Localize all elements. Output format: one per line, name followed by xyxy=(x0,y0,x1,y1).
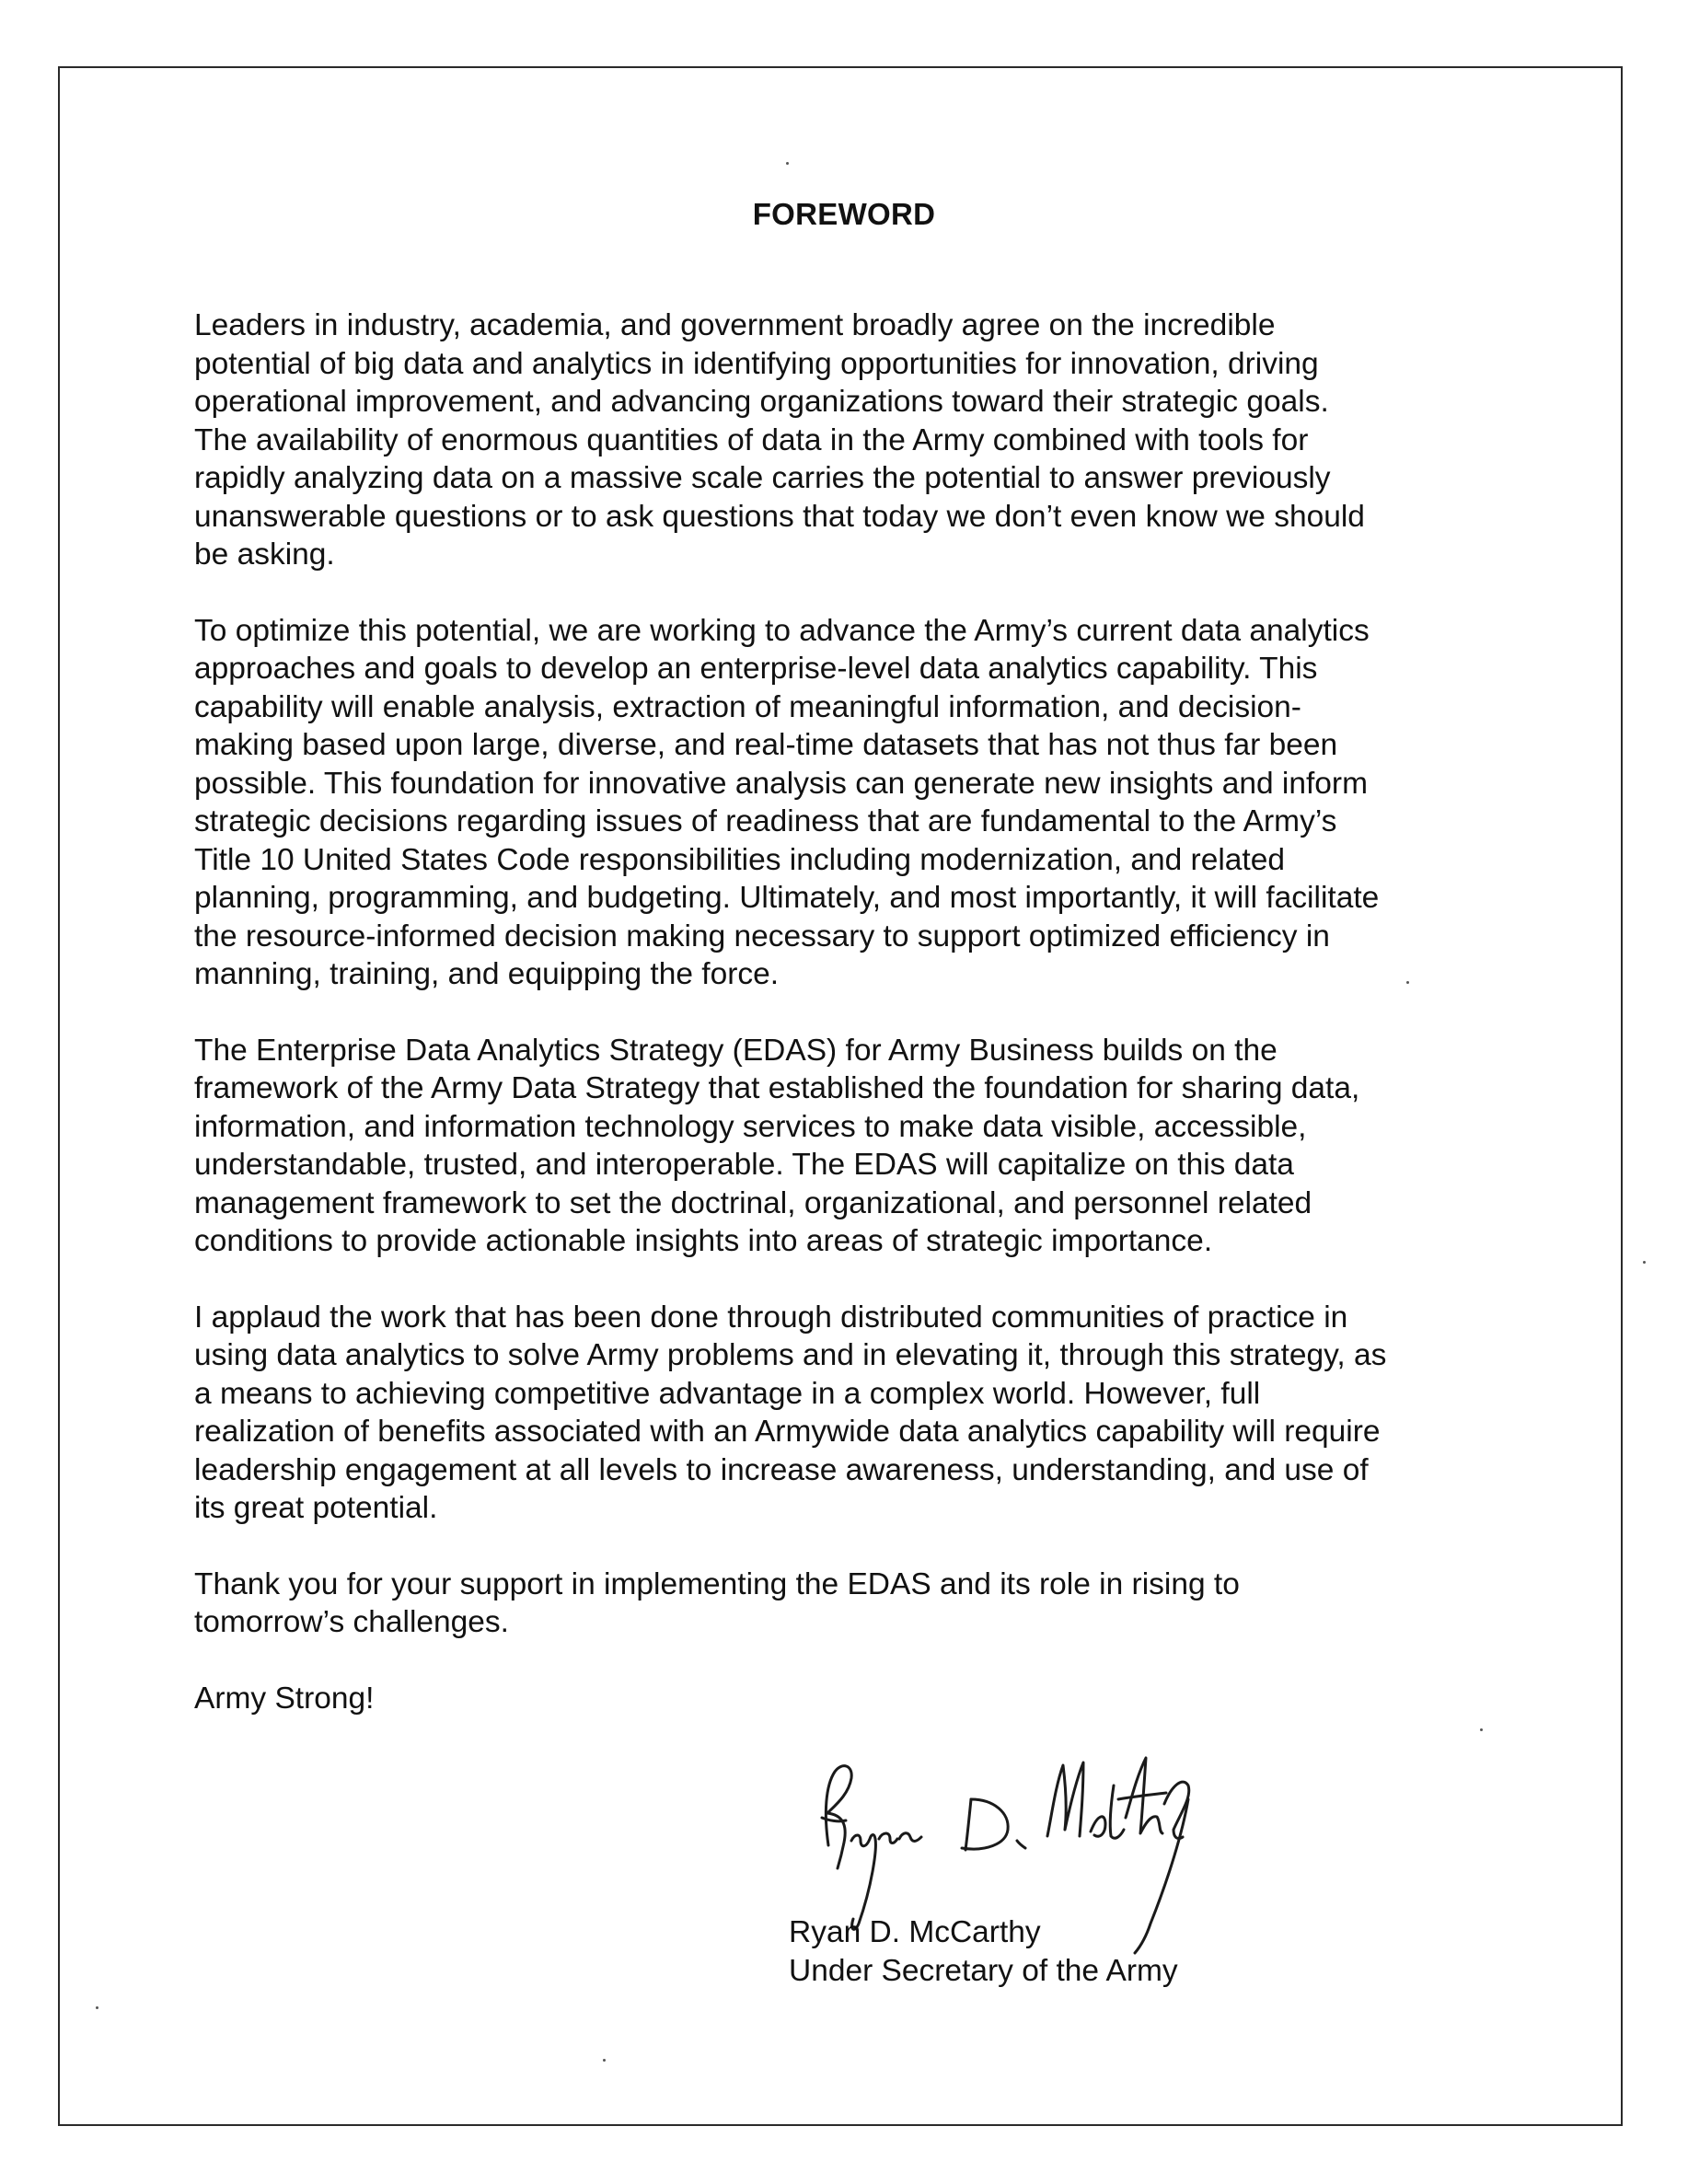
text-line: Thank you for your support in implementing the EDAS and its role in rising to xyxy=(194,1566,1240,1601)
text-line: the resource-informed decision making necessary to support optimized efficiency in xyxy=(194,919,1330,953)
signatory xyxy=(789,1913,1178,1990)
text-line: The availability of enormous quantities of data in the Army combined with tools for xyxy=(194,422,1309,457)
signatory-position: Under Secretary of the Army xyxy=(789,1953,1178,1988)
text-line: leadership engagement at all levels to increase awareness, understanding, and use of xyxy=(194,1452,1369,1487)
text-line: conditions to provide actionable insights into areas of strategic importance. xyxy=(194,1224,1213,1258)
paragraph-3 xyxy=(194,1032,1501,1261)
text-line: manning, training, and equipping the force. xyxy=(194,957,780,991)
closing-salutation: Army Strong! xyxy=(194,1681,375,1716)
text-line: capability will enable analysis, extraction of meaningful information, and decision- xyxy=(194,689,1301,724)
foreword-body xyxy=(194,306,1501,1755)
text-line: its great potential. xyxy=(194,1491,438,1525)
scan-speck xyxy=(1406,981,1409,984)
text-line: possible. This foundation for innovative analysis can generate new insights and inform xyxy=(194,766,1368,801)
text-line: realization of benefits associated with an Armywide data analytics capability will require xyxy=(194,1415,1381,1449)
text-line: rapidly analyzing data on a massive scale carries the potential to answer previously xyxy=(194,461,1331,495)
text-line: framework of the Army Data Strategy that established the foundation for sharing data, xyxy=(194,1071,1360,1105)
scan-speck xyxy=(1480,1728,1483,1731)
text-line: I applaud the work that has been done through distributed communities of practice in xyxy=(194,1300,1348,1335)
scan-speck xyxy=(96,2006,98,2009)
text-line: Title 10 United States Code responsibilities including modernization, and related xyxy=(194,842,1285,877)
text-line: planning, programming, and budgeting. Ultimately, and most importantly, it will facilitate xyxy=(194,881,1380,915)
text-line: using data analytics to solve Army problems and in elevating it, through this strategy, as xyxy=(194,1338,1387,1372)
text-line: To optimize this potential, we are working to advance the Army’s current data analytics xyxy=(194,613,1370,648)
text-line: approaches and goals to develop an enterprise-level data analytics capability. This xyxy=(194,652,1318,686)
text-line: unanswerable questions or to ask questions that today we don’t even know we should xyxy=(194,499,1365,534)
text-line: tomorrow’s challenges. xyxy=(194,1605,509,1639)
scan-speck xyxy=(603,2059,606,2062)
signatory-name: Ryan D. McCarthy xyxy=(789,1915,1041,1949)
text-line: information, and information technology services to make data visible, accessible, xyxy=(194,1109,1307,1144)
text-line: The Enterprise Data Analytics Strategy (EDAS) for Army Business builds on the xyxy=(194,1033,1278,1068)
text-line: potential of big data and analytics in identifying opportunities for innovation, driving xyxy=(194,346,1319,381)
paragraph-2 xyxy=(194,612,1501,994)
scan-speck xyxy=(786,162,789,165)
paragraph-1 xyxy=(194,306,1501,574)
text-line: strategic decisions regarding issues of readiness that are fundamental to the Army’s xyxy=(194,804,1337,838)
paragraph-5 xyxy=(194,1566,1501,1642)
text-line: management framework to set the doctrinal, organizational, and personnel related xyxy=(194,1185,1312,1220)
text-line: understandable, trusted, and interoperable. The EDAS will capitalize on this data xyxy=(194,1148,1294,1182)
text-line: a means to achieving competitive advantage in a complex world. However, full xyxy=(194,1376,1261,1411)
page-title: FOREWORD xyxy=(752,197,936,231)
text-line: Leaders in industry, academia, and government broadly agree on the incredible xyxy=(194,308,1276,342)
paragraph-4 xyxy=(194,1299,1501,1528)
text-line: operational improvement, and advancing organizations toward their strategic goals. xyxy=(194,385,1329,419)
scan-speck xyxy=(1643,1261,1646,1264)
text-line: be asking. xyxy=(194,537,335,572)
text-line: making based upon large, diverse, and real-time datasets that has not thus far been xyxy=(194,728,1338,762)
